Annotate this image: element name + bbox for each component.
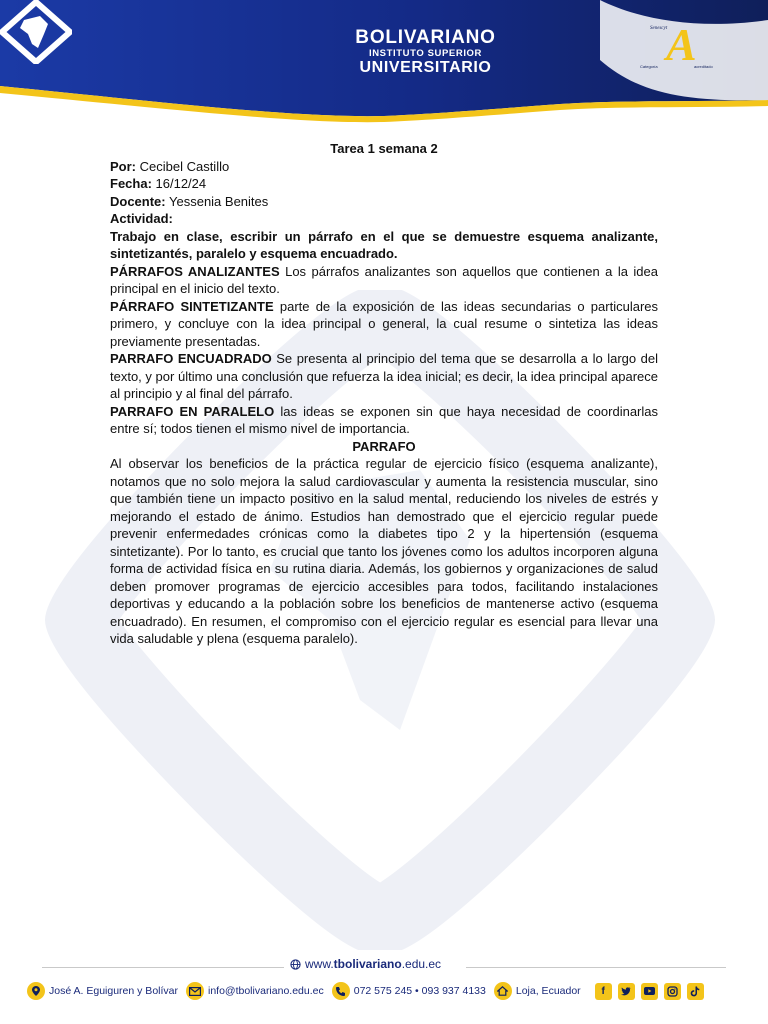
- date-field: [110, 175, 658, 193]
- document-body: [110, 140, 658, 648]
- definition-term: PÁRRAFO SINTETIZANTE: [110, 298, 274, 314]
- tiktok-icon[interactable]: [687, 983, 704, 1000]
- location-pin-icon: [27, 982, 45, 1000]
- instagram-icon[interactable]: [664, 983, 681, 1000]
- definition-term: PARRAFO EN PARALELO: [110, 403, 275, 419]
- home-icon: [494, 982, 512, 1000]
- teacher-field: [110, 193, 658, 211]
- brand-wordmark: [333, 28, 518, 77]
- facebook-icon[interactable]: f: [595, 983, 612, 1000]
- definition-sintetizante: [110, 298, 658, 351]
- definition-encuadrado: [110, 350, 658, 403]
- phone-numbers: 072 575 245 • 093 937 4133: [353, 985, 486, 997]
- seal-category-label: Categoría: [640, 64, 658, 69]
- seal-accredited-label: acreditado: [694, 64, 713, 69]
- activity-field: [110, 210, 658, 228]
- brand-subtitle: INSTITUTO SUPERIOR: [368, 48, 483, 59]
- website-suffix: .edu.ec: [401, 957, 442, 971]
- contact-footer: [27, 980, 727, 1002]
- website-prefix: www.: [305, 957, 334, 971]
- author-value: Cecibel Castillo: [136, 158, 230, 174]
- essay-paragraph: Al observar los beneficios de la práctica regular de ejercicio físico (esquema analizante), notamos que no solo mejora la salud cardiovascular y aumenta la resistencia muscular, sino que también tiene un impacto positivo en la salud mental, reduciendo los niveles de estrés y mejorando el estado de ánimo. Estudios han demostrado que el ejercicio regular puede prevenir enfermedades crónicas como la diabetes tipo 2 y la hipertensión (esquema sintetizante). Por lo tanto, es crucial que tanto los jóvenes como los adultos incorporen alguna forma de actividad física en su rutina diaria. Además, los gobiernos y organizaciones de salud deben promover programas de ejercicio accesibles para todos, facilitando instalaciones deportivas y educando a la población sobre los beneficios de mantenerse activo (esquema encuadrado). En resumen, el compromiso con el ejercicio regular es esencial para llevar una vida saludable y plena (esquema paralelo).: [110, 456, 658, 646]
- website-link[interactable]: [290, 957, 441, 971]
- date-label: Fecha:: [110, 176, 152, 191]
- definition-term: PÁRRAFOS ANALIZANTES: [110, 263, 280, 279]
- definition-text: las ideas se exponen sin que haya necesidad de coordinarlas entre sí; todos tienen el mismo nivel de importancia.: [110, 403, 658, 436]
- website-domain: tbolivariano: [333, 957, 402, 971]
- youtube-icon[interactable]: [641, 983, 658, 1000]
- author-field: [110, 158, 658, 176]
- globe-icon: [290, 959, 301, 970]
- date-value: 16/12/24: [151, 176, 207, 191]
- author-label: Por:: [110, 158, 136, 174]
- teacher-label: Docente:: [110, 193, 166, 209]
- section-heading: PARRAFO: [352, 438, 416, 454]
- definition-term: PARRAFO ENCUADRADO: [110, 351, 272, 366]
- city-text: Loja, Ecuador: [515, 985, 581, 997]
- address-text: José A. Eguiguren y Bolívar: [49, 985, 178, 997]
- teacher-value: Yessenia Benites: [165, 193, 269, 209]
- bolivariano-logo-icon: [0, 0, 72, 64]
- accreditation-seal: [640, 19, 720, 74]
- definition-text: Los párrafos analizantes son aquellos que contienen a la idea principal en el inicio del texto.: [110, 263, 658, 296]
- brand-name: BOLIVARIANO: [355, 27, 496, 48]
- document-title: Tarea 1 semana 2: [330, 141, 438, 156]
- definition-text: Se presenta al principio del tema que se desarrolla a lo largo del texto, y por último una conclusión que refuerza la idea inicial; es decir, la idea principal aparece al principio y al final del párrafo.: [110, 351, 658, 401]
- definition-analizante: [110, 263, 658, 298]
- phone-icon: [332, 982, 350, 1000]
- definition-paralelo: [110, 403, 658, 438]
- email-link[interactable]: info@tbolivariano.edu.ec: [208, 985, 324, 997]
- twitter-icon[interactable]: [618, 983, 635, 1000]
- activity-label: Actividad:: [110, 211, 173, 226]
- activity-instruction: Trabajo en clase, escribir un párrafo en el que se demuestre esquema analizante, sintetizantés, paralelo y esquema encuadrado.: [110, 228, 658, 261]
- letterhead-header: [0, 0, 768, 128]
- envelope-icon: [186, 982, 204, 1000]
- seal-category-letter: A: [666, 19, 697, 70]
- brand-tagline: UNIVERSITARIO: [359, 59, 492, 76]
- seal-agency: Senescyt: [650, 26, 668, 31]
- definition-text: parte de la exposición de las ideas secundarias o particulares primero, y concluye con la idea principal o general, la cual resume o sintetiza las ideas previamente presentadas.: [110, 298, 658, 349]
